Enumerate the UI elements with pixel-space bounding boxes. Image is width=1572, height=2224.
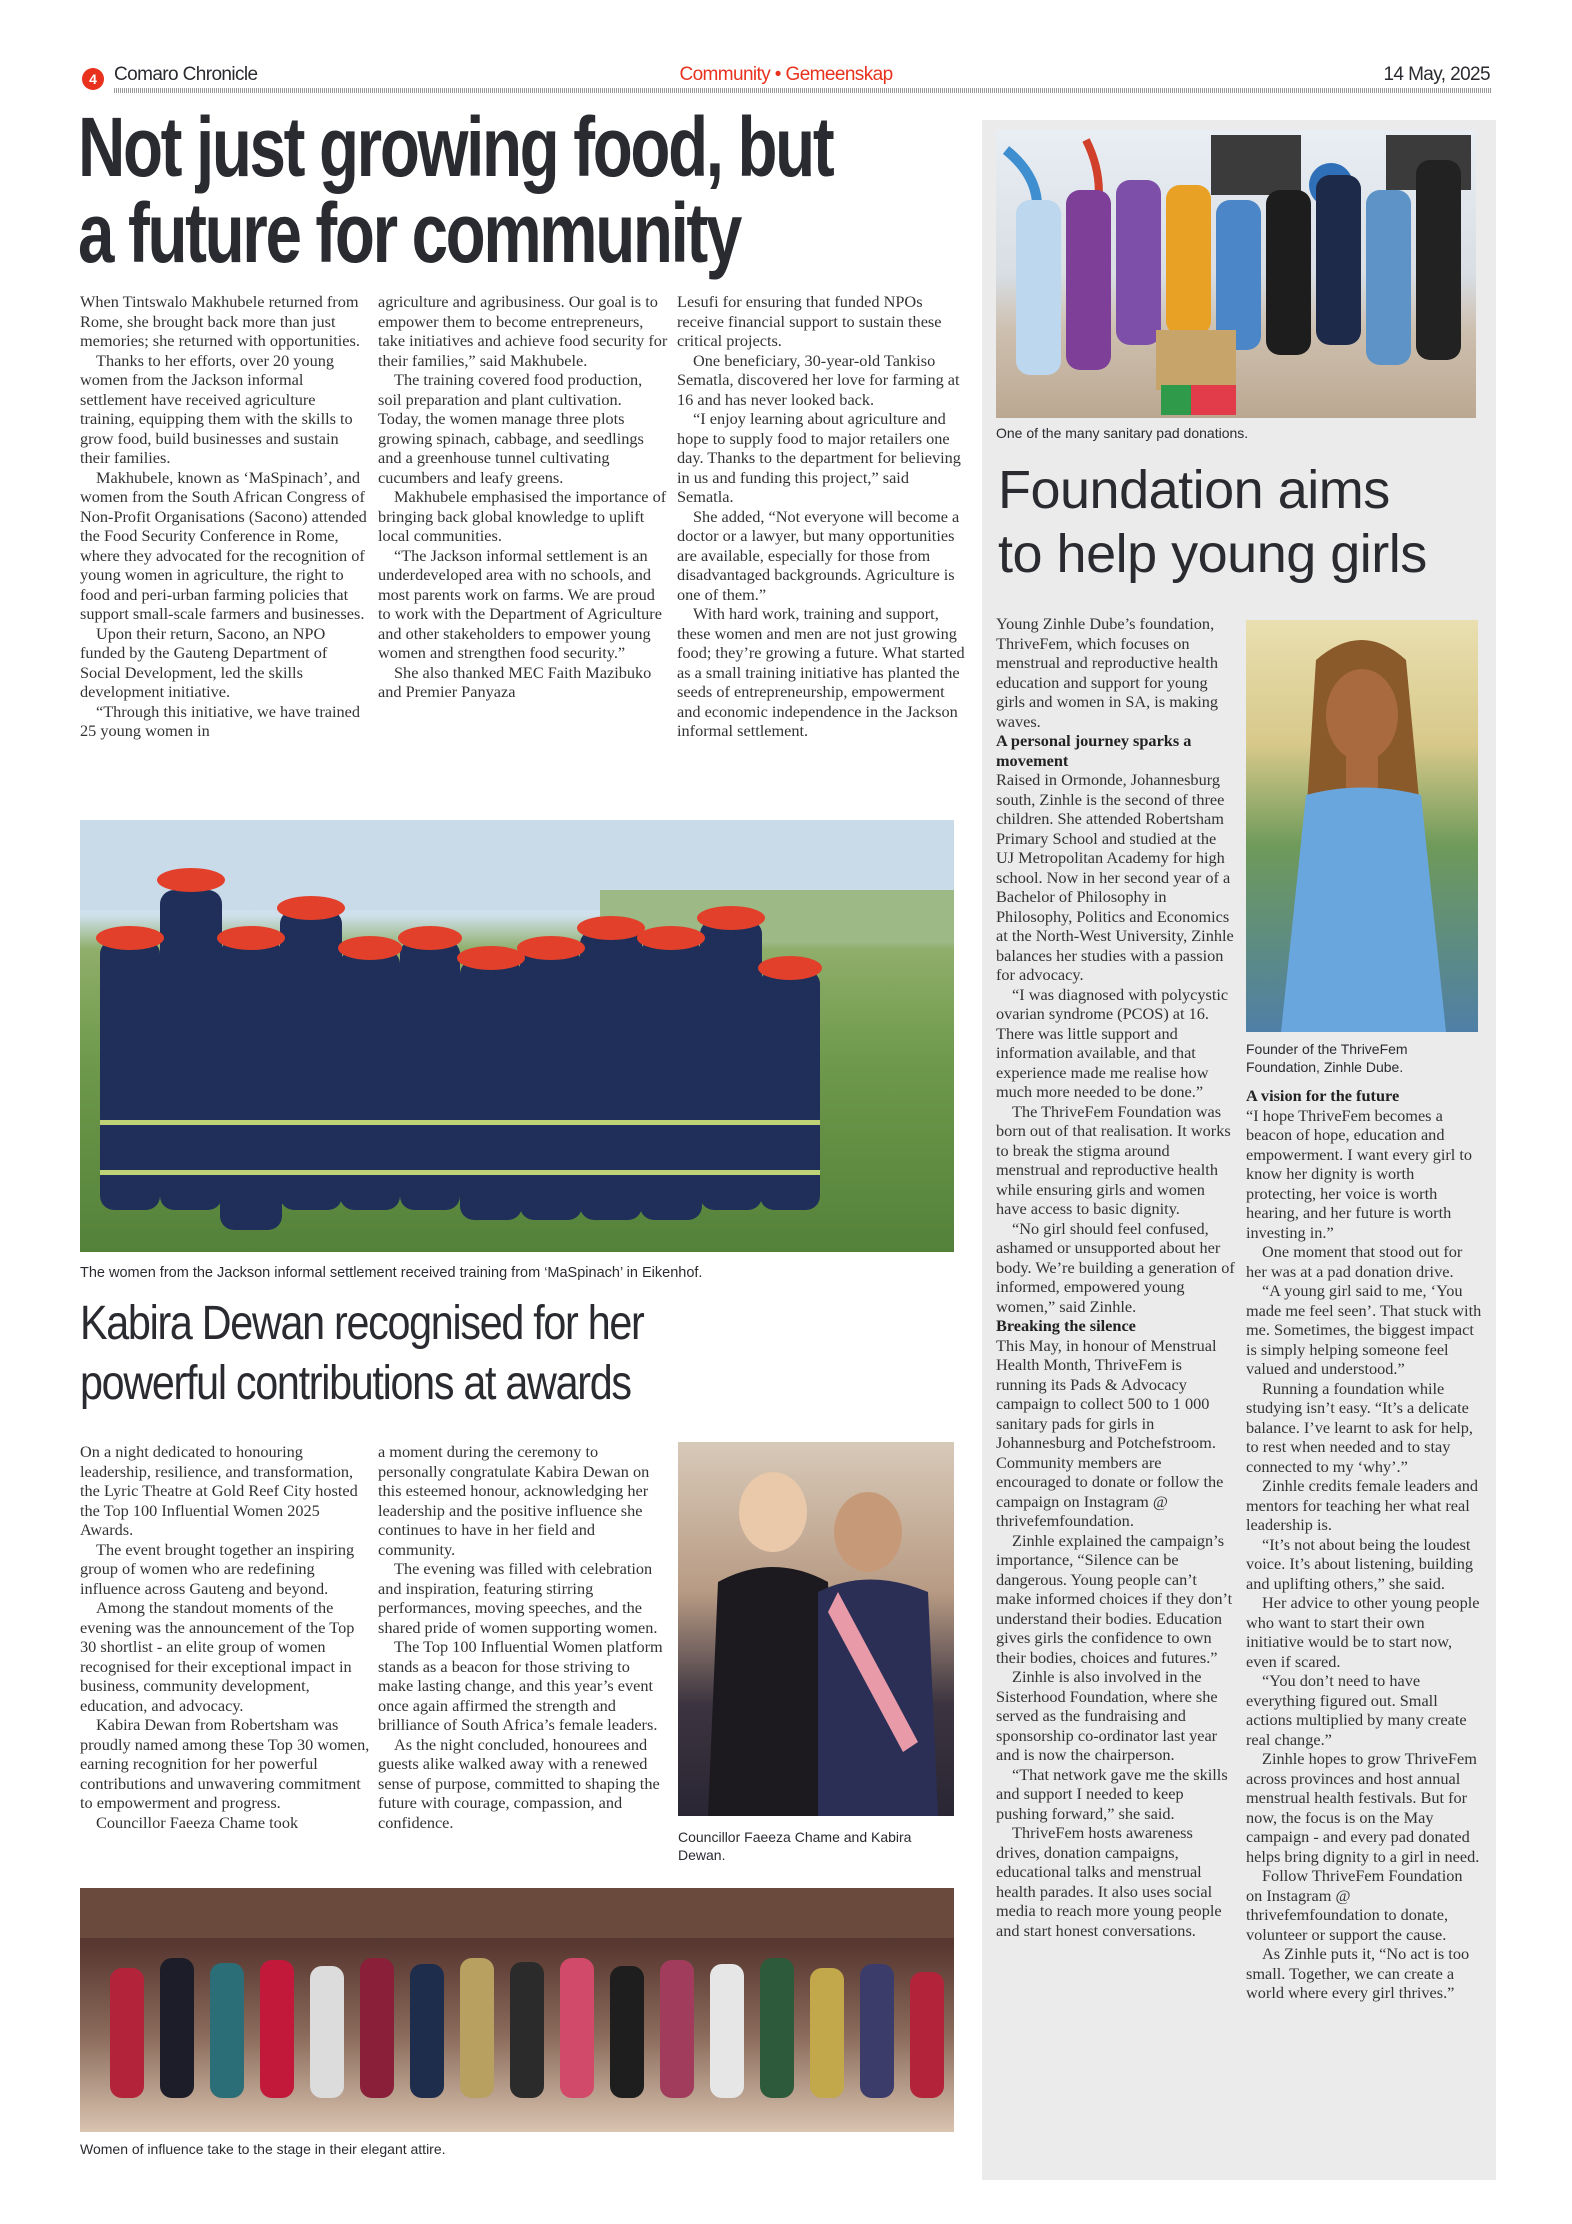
- paragraph: The training covered food production, soil preparation and plant cultivation. Today, the women manage three plots growing spinach, cabbage, and seedlings and a greenhouse tunnel cultivating cucumbers and leafy greens.: [378, 370, 644, 487]
- paragraph: She added, “Not everyone will become a doctor or a lawyer, but many opportunities are available, especially for those from disadvantaged backgrounds. Agriculture is one of them.”: [677, 506, 960, 604]
- article2-column-2: [378, 1442, 668, 1832]
- paragraph: Councillor Faeeza Chame took: [96, 1812, 299, 1832]
- headline-line: Foundation aims: [998, 460, 1390, 520]
- headline-line: a future for community: [78, 186, 741, 280]
- issue-date: 14 May, 2025: [1383, 64, 1490, 85]
- paragraph: Zinhle credits female leaders and mentors for teaching her what real leadership is.: [1246, 1476, 1479, 1534]
- paragraph: a moment during the ceremony to personally congratulate Kabira Dewan on this esteemed honour, acknowledging her leadership and the positive influence she continues to have in her field and community.: [378, 1442, 650, 1559]
- paragraph: The evening was filled with celebration and inspiration, featuring stirring performances, moving speeches, and the shared pride of women supporting women.: [378, 1559, 658, 1637]
- article2-column-1: [80, 1442, 370, 1832]
- article2-headline: [80, 1294, 643, 1414]
- page-number-badge: 4: [82, 68, 104, 90]
- zinhle-dube-portrait: [1246, 620, 1478, 1032]
- paragraph: “I was diagnosed with polycystic ovarian syndrome (PCOS) at 16. There was little support and information available, and that experience made me realise how much more needed to be done.”: [996, 984, 1229, 1101]
- paragraph: “I hope ThriveFem becomes a beacon of hope, education and empowerment. I want every girl to know her dignity is worth protecting, her voice is worth hearing, and her future is worth investing in.”: [1246, 1105, 1473, 1242]
- paragraph: The event brought together an inspiring group of women who are redefining influence across Gauteng and beyond.: [80, 1539, 355, 1598]
- training-photo-caption: The women from the Jackson informal settlement received training from ‘MaSpinach’ in Eikenhof.: [80, 1265, 703, 1281]
- paragraph: agriculture and agribusiness. Our goal is to empower them to become entrepreneurs, take initiatives and achieve food security for their families,” said Makhubele.: [378, 292, 668, 370]
- paragraph: This May, in honour of Menstrual Health Month, ThriveFem is running its Pads & Advocacy campaign to collect 500 to 1 000 sanitary pads for girls in Johannesburg and Potchefstroom. Community members are encouraged to donate or follow the campaign on Instagram @ thrivefemfoundation.: [996, 1335, 1224, 1530]
- headline-line: to help young girls: [998, 524, 1427, 584]
- headline-line: powerful contributions at awards: [80, 1357, 631, 1410]
- article1-headline: [78, 100, 833, 280]
- paragraph: Raised in Ormonde, Johannesburg south, Zinhle is the second of three children. She attended Robertsham Primary School and studied at the UJ Metropolitan Academy for high school. Now in her second year of a Bachelor of Philosophy in Philosophy, Politics and Economics at the North-West University, Zinhle balances her studies with a passion for advocacy.: [996, 770, 1234, 984]
- paragraph: As the night concluded, honourees and guests alike walked away with a renewed sense of purpose, committed to shaping the future with courage, compassion, and confidence.: [378, 1734, 660, 1832]
- paragraph: “It’s not about being the loudest voice. It’s about listening, building and uplifting others,” she said.: [1246, 1534, 1474, 1593]
- paragraph: “No girl should feel confused, ashamed or unsupported about her body. We’re building a generation of informed, empowered young women,” said Zinhle.: [996, 1218, 1235, 1316]
- article3-headline: [998, 458, 1427, 586]
- sanitary-pad-donation-photo: [996, 130, 1476, 418]
- paragraph: Follow ThriveFem Foundation on Instagram @ thrivefemfoundation to donate, volunteer or support the cause.: [1246, 1866, 1463, 1944]
- paragraph: Zinhle is also involved in the Sisterhood Foundation, where she served as the fundraising and sponsorship co-ordinator last year and is now the chairperson.: [996, 1667, 1218, 1764]
- awards-stage-photo: [80, 1888, 954, 2132]
- paragraph: Zinhle explained the campaign’s importance, “Silence can be dangerous. Young people can’t make informed choices if they don’t understand their bodies. Education gives girls the confidence to own their bodies, choices and futures.”: [996, 1530, 1233, 1667]
- article3-column-1: [996, 614, 1236, 1940]
- paragraph: One beneficiary, 30-year-old Tankiso Sematla, discovered her love for farming at 16 and has never looked back.: [677, 350, 960, 409]
- paragraph: Her advice to other young people who want to start their own initiative would be to start now, even if scared.: [1246, 1593, 1480, 1671]
- headline-line: Kabira Dewan recognised for her: [80, 1297, 644, 1350]
- paragraph: Among the standout moments of the evening was the announcement of the Top 30 shortlist - an elite group of women recognised for their exceptional impact in business, community development, education, and advocacy.: [80, 1598, 355, 1715]
- portrait-caption: Founder of the ThriveFem Foundation, Zinhle Dube.: [1246, 1041, 1408, 1075]
- paragraph: “I enjoy learning about agriculture and hope to supply food to major retailers one day. Thanks to the department for believing in us and funding this project,” said Sematla.: [677, 409, 961, 506]
- paragraph: ThriveFem hosts awareness drives, donation campaigns, educational talks and menstrual health parades. It also uses social media to reach more young people and start honest conversations.: [996, 1823, 1222, 1940]
- paragraph: “You don’t need to have everything figured out. Small actions multiplied by many create real change.”: [1246, 1671, 1467, 1749]
- paragraph: “A young girl said to me, ‘You made me feel seen’. That stuck with me. Sometimes, the biggest impact is simply helping someone feel valued and understood.”: [1246, 1281, 1482, 1378]
- paragraph: “Through this initiative, we have trained 25 young women in: [80, 701, 361, 740]
- subheading: Breaking the silence: [996, 1316, 1136, 1335]
- paragraph: Thanks to her efforts, over 20 young women from the Jackson informal settlement have received agriculture training, equipping them with the skills to grow food, build businesses and sustain their families.: [80, 350, 353, 467]
- paragraph: The ThriveFem Foundation was born out of that realisation. It works to break the stigma around menstrual and reproductive health while ensuring girls and women have access to basic dignity.: [996, 1101, 1231, 1218]
- paragraph: Lesufi for ensuring that funded NPOs receive financial support to sustain these critical projects.: [677, 292, 942, 350]
- paragraph: Makhubele, known as ‘MaSpinach’, and women from the South African Congress of Non-Profit Organisations (Sacono) attended the Food Security Conference in Rome, where they advocated for the recognition of young women in agriculture, the right to food and peri-urban farming policies that support small-scale farmers and businesses.: [80, 467, 367, 623]
- paragraph: As Zinhle puts it, “No act is too small. Together, we can create a world where every girl thrives.”: [1246, 1944, 1470, 2002]
- article1-column-3: [677, 292, 967, 741]
- paragraph: She also thanked MEC Faith Mazibuko and Premier Panyaza: [378, 662, 652, 701]
- article3-column-2: [1246, 1086, 1482, 2003]
- councillor-and-kabira-photo: [678, 1442, 954, 1816]
- article1-column-2: [378, 292, 668, 702]
- paragraph: Makhubele emphasised the importance of bringing back global knowledge to uplift local communities.: [378, 487, 667, 545]
- subheading: A personal journey sparks a movement: [996, 731, 1192, 770]
- paragraph: With hard work, training and support, these women and men are not just growing food; they’re growing a future. What started as a small training initiative has planted the seeds of entrepreneurship, empowerment and economic independence in the Jackson informal settlement.: [677, 604, 965, 740]
- group-with-donations-icon: [996, 130, 1476, 418]
- paragraph: “That network gave me the skills and support I needed to keep pushing forward,” she said.: [996, 1764, 1228, 1823]
- training-group-photo: [80, 820, 954, 1252]
- paragraph: Kabira Dewan from Robertsham was proudly named among these Top 30 women, earning recognition for her powerful contributions and unwavering commitment to empowerment and progress.: [80, 1715, 370, 1812]
- stage-photo-caption: Women of influence take to the stage in their elegant attire.: [80, 2141, 446, 2157]
- paragraph: Zinhle hopes to grow ThriveFem across provinces and host annual menstrual health festivals. But for now, the focus is on the May campaign - and every pad donated helps bring dignity to a girl in need.: [1246, 1749, 1480, 1866]
- paragraph: When Tintswalo Makhubele returned from Rome, she brought back more than just memories; she returned with opportunities.: [80, 292, 360, 350]
- paragraph: The Top 100 Influential Women platform stands as a beacon for those striving to make lasting change, and this year’s event once again affirmed the strength and brilliance of South Africa’s female leaders.: [378, 1637, 663, 1734]
- paragraph: Running a foundation while studying isn’t easy. “It’s a delicate balance. I’ve learnt to ask for help, to rest when needed and to stay connected to my ‘why’.”: [1246, 1378, 1473, 1476]
- donation-photo-caption: One of the many sanitary pad donations.: [996, 425, 1249, 441]
- newspaper-name: Comaro Chronicle: [114, 64, 258, 85]
- header-rule: [114, 88, 1492, 93]
- paragraph: Upon their return, Sacono, an NPO funded by the Gauteng Department of Social Development, led the skills development initiative.: [80, 623, 328, 701]
- people-in-overalls-icon: [80, 820, 954, 1252]
- headline-line: Not just growing food, but: [78, 100, 833, 194]
- paragraph: One moment that stood out for her was at a pad donation drive.: [1246, 1242, 1463, 1281]
- article1-column-1: [80, 292, 370, 741]
- paragraph: “The Jackson informal settlement is an underdeveloped area with no schools, and most parents work on farms. We are proud to work with the Department of Agriculture and other stakeholders to empower young women and strengthen food security.”: [378, 545, 662, 662]
- councillor-photo-caption: Councillor Faeeza Chame and Kabira Dewan.: [678, 1829, 912, 1863]
- paragraph: Young Zinhle Dube’s foundation, ThriveFem, which focuses on menstrual and reproductive health education and support for young girls and women in SA, is making waves.: [996, 614, 1219, 731]
- paragraph: On a night dedicated to honouring leadership, resilience, and transformation, the Lyric Theatre at Gold Reef City hosted the Top 100 Influential Women 2025 Awards.: [80, 1442, 358, 1539]
- women-on-stage-icon: [80, 1888, 954, 2132]
- section-label: Community • Gemeenskap: [679, 64, 893, 85]
- woman-in-blue-dress-icon: [1246, 620, 1478, 1032]
- subheading: A vision for the future: [1246, 1086, 1400, 1105]
- two-women-portrait-icon: [678, 1442, 954, 1816]
